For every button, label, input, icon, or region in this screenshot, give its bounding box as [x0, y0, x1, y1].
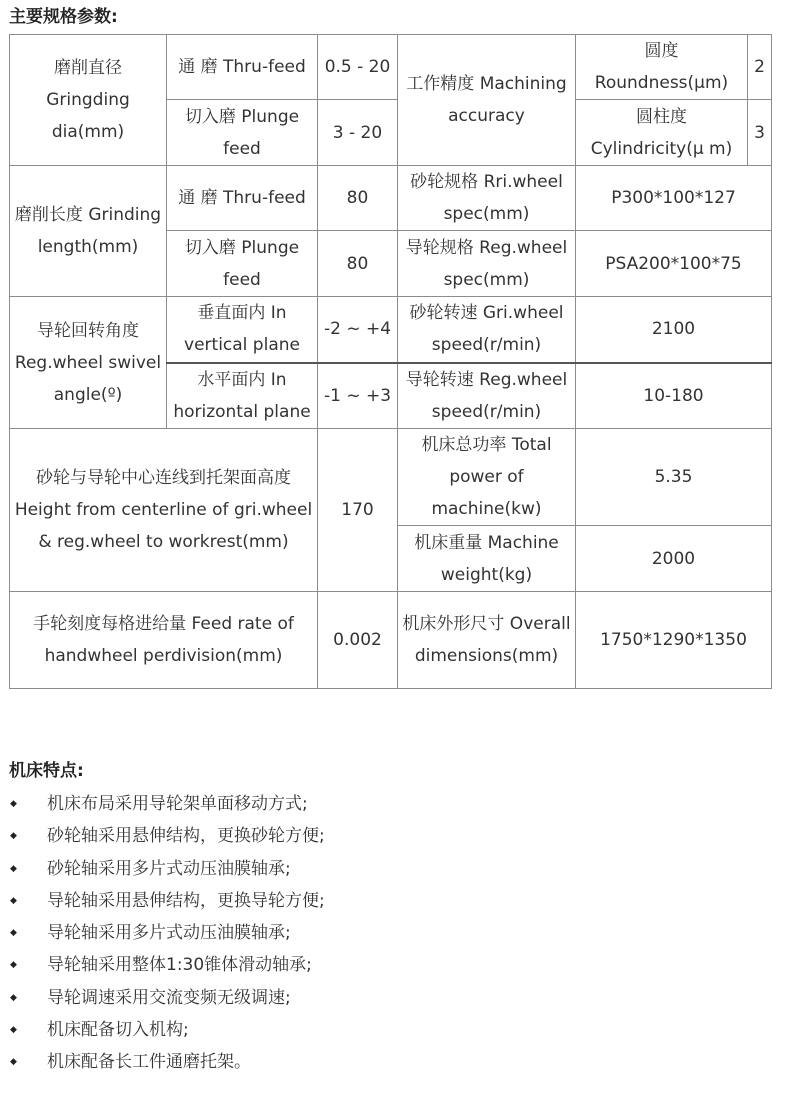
- table-row: [10, 35, 772, 100]
- feature-text: 导轮调速采用交流变频无级调速;: [47, 987, 291, 1008]
- reg-wheel-spec-label: 导轮规格 Reg.wheel spec(mm): [398, 231, 576, 297]
- list-item: [9, 853, 779, 885]
- diamond-bullet-icon: ◆: [10, 960, 17, 971]
- table-row: [10, 429, 772, 526]
- accuracy-label: 工作精度 Machining accuracy: [398, 35, 576, 166]
- horizontal-plane-label: 水平面内 In horizontal plane: [167, 363, 318, 429]
- table-row: [10, 592, 772, 689]
- overall-dimensions-value: 1750*1290*1350: [576, 592, 772, 689]
- thru-feed-label: 通 磨 Thru-feed: [167, 166, 318, 231]
- feature-text: 机床配备长工件通磨托架。: [47, 1052, 251, 1073]
- table-row: [10, 297, 772, 363]
- diamond-bullet-icon: ◆: [10, 831, 17, 842]
- overall-dimensions-label: 机床外形尺寸 Overall dimensions(mm): [398, 592, 576, 689]
- dia-plunge-value: 3 - 20: [318, 100, 398, 166]
- gri-wheel-speed-label: 砂轮转速 Gri.wheel speed(r/min): [398, 297, 576, 363]
- plunge-feed-label: 切入磨 Plunge feed: [167, 231, 318, 297]
- diamond-bullet-icon: ◆: [10, 992, 17, 1003]
- cylindricity-label: 圆柱度 Cylindricity(μ m): [576, 100, 748, 166]
- list-item: [9, 820, 779, 852]
- total-power-value: 5.35: [576, 429, 772, 526]
- specs-section-title: 主要规格参数:: [9, 7, 118, 27]
- feature-text: 导轮轴采用悬伸结构，更换导轮方便;: [47, 890, 325, 911]
- diamond-bullet-icon: ◆: [10, 928, 17, 939]
- feed-rate-value: 0.002: [318, 592, 398, 689]
- specs-table: [9, 34, 772, 689]
- length-thru-value: 80: [318, 166, 398, 231]
- feature-text: 导轮轴采用多片式动压油膜轴承;: [47, 923, 291, 944]
- roundness-value: 2: [748, 35, 772, 100]
- diamond-bullet-icon: ◆: [10, 799, 17, 809]
- features-section-title: 机床特点:: [9, 761, 84, 781]
- table-row: [10, 166, 772, 231]
- feature-text: 导轮轴采用整体1:30锥体滑动轴承;: [47, 955, 312, 976]
- feed-rate-label: 手轮刻度每格进给量 Feed rate of handwheel perdivision(mm): [10, 592, 318, 689]
- cylindricity-value: 3: [748, 100, 772, 166]
- diamond-bullet-icon: ◆: [10, 1057, 17, 1068]
- height-value: 170: [318, 429, 398, 592]
- feature-text: 砂轮轴采用多片式动压油膜轴承;: [47, 858, 291, 879]
- reg-wheel-spec-value: PSA200*100*75: [576, 231, 772, 297]
- height-label: 砂轮与导轮中心连线到托架面高度 Height from centerline of gri.wheel & reg.wheel to workrest(mm): [10, 429, 318, 592]
- list-item: [9, 949, 779, 981]
- diamond-bullet-icon: ◆: [10, 1025, 17, 1036]
- list-item: [9, 1046, 779, 1078]
- length-plunge-value: 80: [318, 231, 398, 297]
- thru-feed-label: 通 磨 Thru-feed: [167, 35, 318, 100]
- list-item: [9, 1014, 779, 1046]
- vertical-plane-label: 垂直面内 In vertical plane: [167, 297, 318, 363]
- list-item: [9, 788, 779, 820]
- feature-text: 机床布局采用导轮架单面移动方式;: [47, 794, 308, 814]
- reg-wheel-speed-label: 导轮转速 Reg.wheel speed(r/min): [398, 363, 576, 429]
- diamond-bullet-icon: ◆: [10, 895, 17, 906]
- plunge-feed-label: 切入磨 Plunge feed: [167, 100, 318, 166]
- diamond-bullet-icon: ◆: [10, 863, 17, 874]
- horizontal-plane-value: -1 ~ +3: [318, 363, 398, 429]
- list-item: [9, 885, 779, 917]
- gri-wheel-spec-label: 砂轮规格 Rri.wheel spec(mm): [398, 166, 576, 231]
- feature-text: 机床配备切入机构;: [47, 1020, 189, 1041]
- gri-wheel-spec-value: P300*100*127: [576, 166, 772, 231]
- roundness-label: 圆度 Roundness(μm): [576, 35, 748, 100]
- machine-weight-label: 机床重量 Machine weight(kg): [398, 526, 576, 592]
- feature-text: 砂轮轴采用悬伸结构，更换砂轮方便;: [47, 826, 325, 847]
- reg-wheel-speed-value: 10-180: [576, 363, 772, 429]
- gri-wheel-speed-value: 2100: [576, 297, 772, 363]
- grinding-length-label: 磨削长度 Grinding length(mm): [10, 166, 167, 297]
- features-list: [9, 788, 779, 1079]
- list-item: [9, 917, 779, 949]
- machine-weight-value: 2000: [576, 526, 772, 592]
- list-item: [9, 982, 779, 1014]
- dia-thru-value: 0.5 - 20: [318, 35, 398, 100]
- swivel-angle-label: 导轮回转角度 Reg.wheel swivel angle(º): [10, 297, 167, 429]
- grinding-dia-label: 磨削直径 Gringding dia(mm): [10, 35, 167, 166]
- vertical-plane-value: -2 ~ +4: [318, 297, 398, 363]
- total-power-label: 机床总功率 Total power of machine(kw): [398, 429, 576, 526]
